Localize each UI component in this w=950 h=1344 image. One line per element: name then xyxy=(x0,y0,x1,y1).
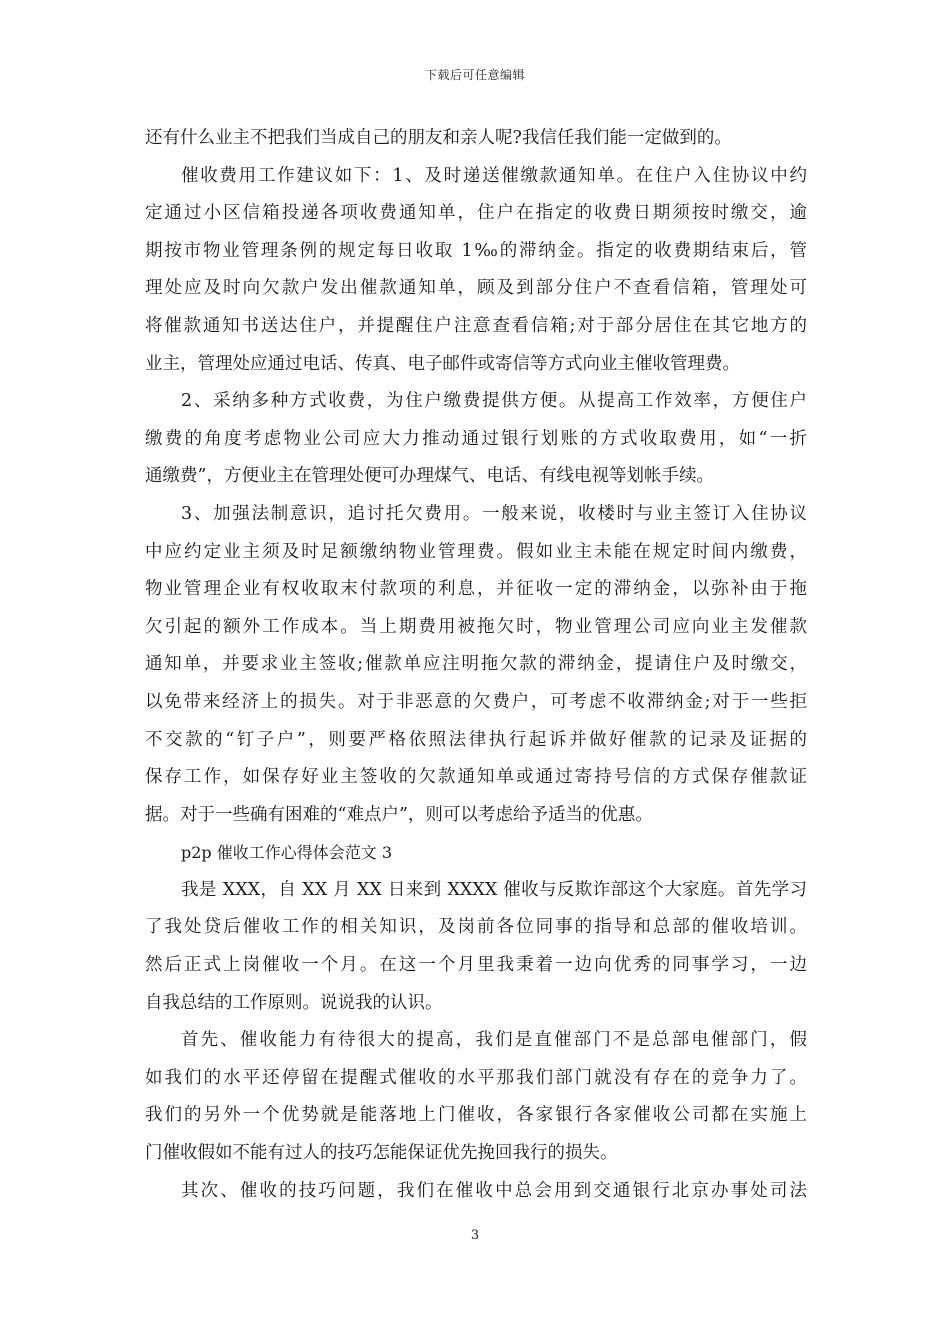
paragraph-line: 缴费的角度考虑物业公司应大力推动通过银行划账的方式收取费用，如“一折 xyxy=(145,428,807,449)
paragraph-line: 以免带来经济上的损失。对于非恶意的欠费户，可考虑不收滞纳金;对于一些拒 xyxy=(145,691,807,712)
paragraph-line: 中应约定业主须及时足额缴纳物业管理费。假如业主未能在规定时间内缴费， xyxy=(145,541,807,562)
paragraph-line: 据。对于一些确有困难的“难点户”，则可以考虑给予适当的优惠。 xyxy=(145,804,653,825)
paragraph-line: 催收费用工作建议如下：1、及时递送催缴款通知单。在住户入住协议中约 xyxy=(181,165,807,186)
paragraph-line: 了我处贷后催收工作的相关知识，及岗前各位同事的指导和总部的催收培训。 xyxy=(145,917,807,938)
paragraph-line: 欠引起的额外工作成本。当上期费用被拖欠时，物业管理公司应向业主发催款 xyxy=(145,616,807,637)
paragraph-line: 还有什么业主不把我们当成自己的朋友和亲人呢?我信任我们能一定做到的。 xyxy=(145,128,732,148)
section-title: p2p 催收工作心得体会范文 3 xyxy=(181,843,393,863)
paragraph-line: 通缴费”，方便业主在管理处便可办理煤气、电话、有线电视等划帐手续。 xyxy=(145,466,714,487)
paragraph-line: 理处应及时向欠款户发出催款通知单，顾及到部分住户不查看信箱，管理处可 xyxy=(145,278,807,299)
page-number: 3 xyxy=(470,1228,480,1243)
paragraph-line: 我们的另外一个优势就是能落地上门催收，各家银行各家催收公司都在实施上 xyxy=(145,1105,807,1126)
paragraph-line: 然后正式上岗催收一个月。在这一个月里我秉着一边向优秀的同事学习，一边 xyxy=(145,955,807,976)
paragraph-line: 3、加强法制意识，追讨托欠费用。一般来说，收楼时与业主签订入住协议 xyxy=(181,503,807,524)
paragraph-line: 期按市物业管理条例的规定每日收取 1‰的滞纳金。指定的收费期结束后，管 xyxy=(145,240,807,261)
page-header: 下载后可任意编辑 xyxy=(424,68,525,82)
paragraph-line: 业主，管理处应通过电话、传真、电子邮件或寄信等方式向业主催收管理费。 xyxy=(145,353,740,374)
paragraph-line: 自我总结的工作原则。说说我的认识。 xyxy=(145,992,443,1013)
paragraph-line: 将催款通知书送达住户，并提醒住户注意查看信箱;对于部分居住在其它地方的 xyxy=(145,315,807,336)
paragraph-line: 首先、催收能力有待很大的提高，我们是直催部门不是总部电催部门，假 xyxy=(181,1030,807,1051)
paragraph-line: 保存工作，如保存好业主签收的欠款通知单或通过寄持号信的方式保存催款证 xyxy=(145,767,807,788)
paragraph-line: 物业管理企业有权收取末付款项的利息，并征收一定的滞纳金，以弥补由于拖 xyxy=(145,579,807,600)
document-body xyxy=(145,120,807,1210)
paragraph-line: 定通过小区信箱投递各项收费通知单，住户在指定的收费日期须按时缴交，逾 xyxy=(145,203,807,224)
paragraph-line: 我是 XXX，自 XX 月 XX 日来到 XXXX 催收与反欺诈部这个大家庭。首先学习 xyxy=(181,879,807,900)
paragraph-line: 其次、催收的技巧问题，我们在催收中总会用到交通银行北京办事处司法 xyxy=(181,1180,807,1201)
paragraph-line: 2、采纳多种方式收费，为住户缴费提供方便。从提高工作效率，方便住户 xyxy=(181,391,807,412)
paragraph-line: 门催收假如不能有过人的技巧怎能保证优先挽回我行的损失。 xyxy=(145,1143,618,1164)
paragraph-line: 如我们的水平还停留在提醒式催收的水平那我们部门就没有存在的竞争力了。 xyxy=(145,1067,807,1088)
paragraph-line: 通知单，并要求业主签收;催款单应注明拖欠款的滞纳金，提请住户及时缴交， xyxy=(145,654,807,675)
paragraph-line: 不交款的“钉子户”，则要严格依照法律执行起诉并做好催款的记录及证据的 xyxy=(145,729,807,750)
